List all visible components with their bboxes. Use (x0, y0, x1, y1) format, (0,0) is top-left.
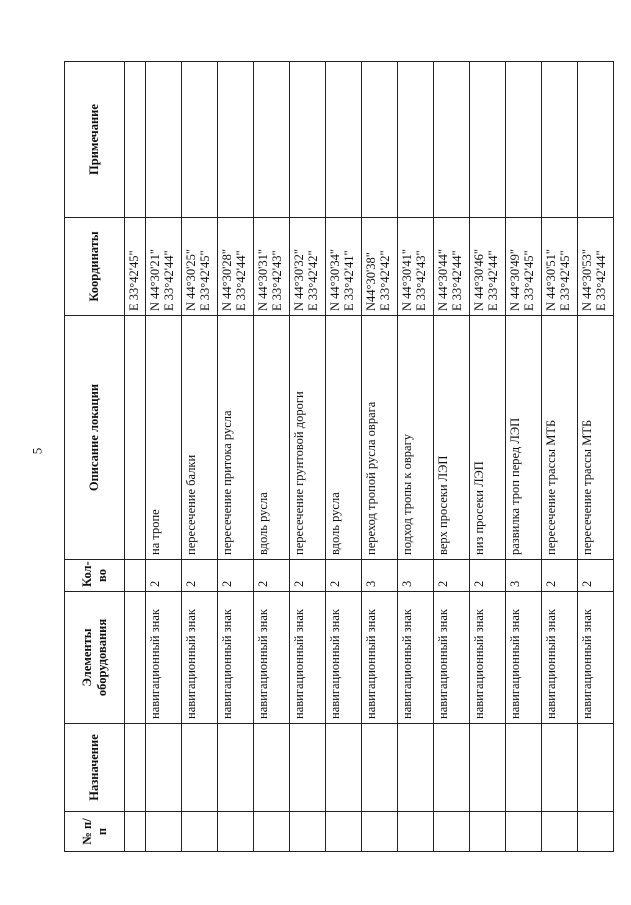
cell-num (433, 812, 469, 852)
table-row (577, 62, 613, 852)
table-row (433, 62, 469, 852)
coord-line: E 33°42'42" (306, 250, 321, 311)
cell-purpose (577, 724, 613, 812)
cell-description: пересечение притока русла (217, 316, 253, 560)
cell-qty: 2 (469, 560, 505, 592)
coord-line: N 44°30'44" (435, 248, 450, 311)
coord-line: N 44°30'25" (183, 248, 198, 311)
cell-qty: 2 (145, 560, 181, 592)
cell-description: вдоль русла (325, 316, 361, 560)
cell-equipment: навигационный знак (181, 592, 217, 724)
cell-qty: 2 (577, 560, 613, 592)
header-description: Описание локации (65, 316, 125, 560)
cell-qty: 2 (325, 560, 361, 592)
cell-coords (361, 218, 397, 316)
table-row (541, 62, 577, 852)
cell-coords (125, 218, 146, 316)
cell-equipment: навигационный знак (541, 592, 577, 724)
cell-num (577, 812, 613, 852)
cell-description: переход тропой русла оврага (361, 316, 397, 560)
cell-note (541, 62, 577, 218)
cell-coords (145, 218, 181, 316)
table-row-first (125, 62, 146, 852)
coord-line: E 33°42'44" (233, 250, 248, 311)
cell-purpose (145, 724, 181, 812)
cell-note (397, 62, 433, 218)
cell-equipment: навигационный знак (145, 592, 181, 724)
cell-coords (289, 218, 325, 316)
table-row (289, 62, 325, 852)
cell-num (505, 812, 541, 852)
table-row (145, 62, 181, 852)
cell-equipment: навигационный знак (433, 592, 469, 724)
cell-coords (505, 218, 541, 316)
cell-description: пересечение трассы МТБ (541, 316, 577, 560)
table-row (469, 62, 505, 852)
cell-equipment: навигационный знак (505, 592, 541, 724)
cell-purpose (289, 724, 325, 812)
table-row (361, 62, 397, 852)
cell-note (181, 62, 217, 218)
cell-note (253, 62, 289, 218)
header-note: Примечание (65, 62, 125, 218)
table-header-row (65, 62, 125, 852)
coord-line: E 33°42'42" (378, 250, 393, 311)
cell-description: подход тропы к оврагу (397, 316, 433, 560)
cell-qty: 3 (397, 560, 433, 592)
cell-note (145, 62, 181, 218)
cell-equipment: навигационный знак (217, 592, 253, 724)
coord-line: E 33°42'45" (558, 250, 573, 311)
table-row (325, 62, 361, 852)
cell-purpose (125, 724, 146, 812)
coord-line: E 33°42'44" (161, 250, 176, 311)
cell-num (217, 812, 253, 852)
cell-description: пересечение балки (181, 316, 217, 560)
cell-num (397, 812, 433, 852)
cell-purpose (505, 724, 541, 812)
coord-line: N 44°30'31" (255, 248, 270, 311)
cell-description: пересечение трассы МТБ (577, 316, 613, 560)
cell-coords (181, 218, 217, 316)
cell-purpose (469, 724, 505, 812)
cell-equipment: навигационный знак (397, 592, 433, 724)
cell-description: пересечение грунтовой дороги (289, 316, 325, 560)
cell-note (289, 62, 325, 218)
cell-description (125, 316, 146, 560)
table-row (253, 62, 289, 852)
cell-note (433, 62, 469, 218)
coord-line: N 44°30'28" (219, 248, 234, 311)
coord-line: N 44°30'46" (471, 248, 486, 311)
header-purpose: Назначение (65, 724, 125, 812)
cell-qty: 3 (361, 560, 397, 592)
cell-coords (325, 218, 361, 316)
cell-equipment: навигационный знак (253, 592, 289, 724)
cell-qty: 3 (505, 560, 541, 592)
cell-num (361, 812, 397, 852)
cell-note (325, 62, 361, 218)
cell-equipment: навигационный знак (361, 592, 397, 724)
cell-coords (253, 218, 289, 316)
cell-equipment: навигационный знак (325, 592, 361, 724)
coord-line: E 33°42'45" (197, 250, 212, 311)
coord-line: N 44°30'53" (579, 248, 594, 311)
cell-purpose (181, 724, 217, 812)
cell-qty: 2 (289, 560, 325, 592)
cell-note (125, 62, 146, 218)
cell-qty: 2 (253, 560, 289, 592)
equipment-table (64, 61, 614, 852)
rotated-table-container (64, 62, 614, 852)
table-row (181, 62, 217, 852)
cell-num (181, 812, 217, 852)
cell-note (469, 62, 505, 218)
cell-coords (217, 218, 253, 316)
cell-purpose (433, 724, 469, 812)
page-number: 5 (29, 447, 45, 455)
cell-qty (125, 560, 146, 592)
coord-line: E 33°42'44" (486, 250, 501, 311)
cell-note (577, 62, 613, 218)
cell-purpose (541, 724, 577, 812)
cell-coords (397, 218, 433, 316)
header-qty: Кол-во (65, 560, 125, 592)
coord-line: E 33°42'43" (270, 250, 284, 311)
cell-coords (577, 218, 613, 316)
table-row (505, 62, 541, 852)
cell-purpose (217, 724, 253, 812)
coord-line: E 33°42'45" (522, 250, 537, 311)
cell-num (125, 812, 146, 852)
cell-num (325, 812, 361, 852)
coord-line: E 33°42'45" (127, 250, 141, 311)
coord-line: N44°30'38" (363, 252, 378, 311)
cell-coords (433, 218, 469, 316)
cell-qty: 2 (433, 560, 469, 592)
cell-note (361, 62, 397, 218)
coord-line: E 33°42'43" (414, 250, 429, 311)
cell-qty: 2 (181, 560, 217, 592)
cell-qty: 2 (217, 560, 253, 592)
cell-description: вдоль русла (253, 316, 289, 560)
header-num: № п/п (65, 812, 125, 852)
coord-line: E 33°42'41" (342, 250, 357, 311)
cell-purpose (361, 724, 397, 812)
coord-line: N 44°30'51" (543, 248, 558, 311)
header-coords: Координаты (65, 218, 125, 316)
cell-coords (541, 218, 577, 316)
cell-num (145, 812, 181, 852)
coord-line: E 33°42'44" (450, 250, 465, 311)
cell-purpose (253, 724, 289, 812)
coord-line: E 33°42'44" (594, 250, 609, 311)
coord-line: N 44°30'34" (327, 248, 342, 311)
cell-note (505, 62, 541, 218)
cell-coords (469, 218, 505, 316)
table-row (217, 62, 253, 852)
cell-num (289, 812, 325, 852)
cell-description: верх просеки ЛЭП (433, 316, 469, 560)
header-equipment: Элементы оборудования (65, 592, 125, 724)
cell-note (217, 62, 253, 218)
cell-description: развилка троп перед ЛЭП (505, 316, 541, 560)
cell-description: низ просеки ЛЭП (469, 316, 505, 560)
cell-num (541, 812, 577, 852)
table-row (397, 62, 433, 852)
cell-num (469, 812, 505, 852)
coord-line: N 44°30'21" (147, 248, 162, 311)
cell-qty: 2 (541, 560, 577, 592)
coord-line: N 44°30'41" (399, 248, 414, 311)
cell-purpose (397, 724, 433, 812)
cell-num (253, 812, 289, 852)
coord-line: N 44°30'49" (507, 248, 522, 311)
cell-equipment: навигационный знак (469, 592, 505, 724)
cell-equipment (125, 592, 146, 724)
cell-equipment: навигационный знак (289, 592, 325, 724)
cell-equipment: навигационный знак (577, 592, 613, 724)
coord-line: N 44°30'32" (291, 248, 306, 311)
cell-purpose (325, 724, 361, 812)
cell-description: на тропе (145, 316, 181, 560)
